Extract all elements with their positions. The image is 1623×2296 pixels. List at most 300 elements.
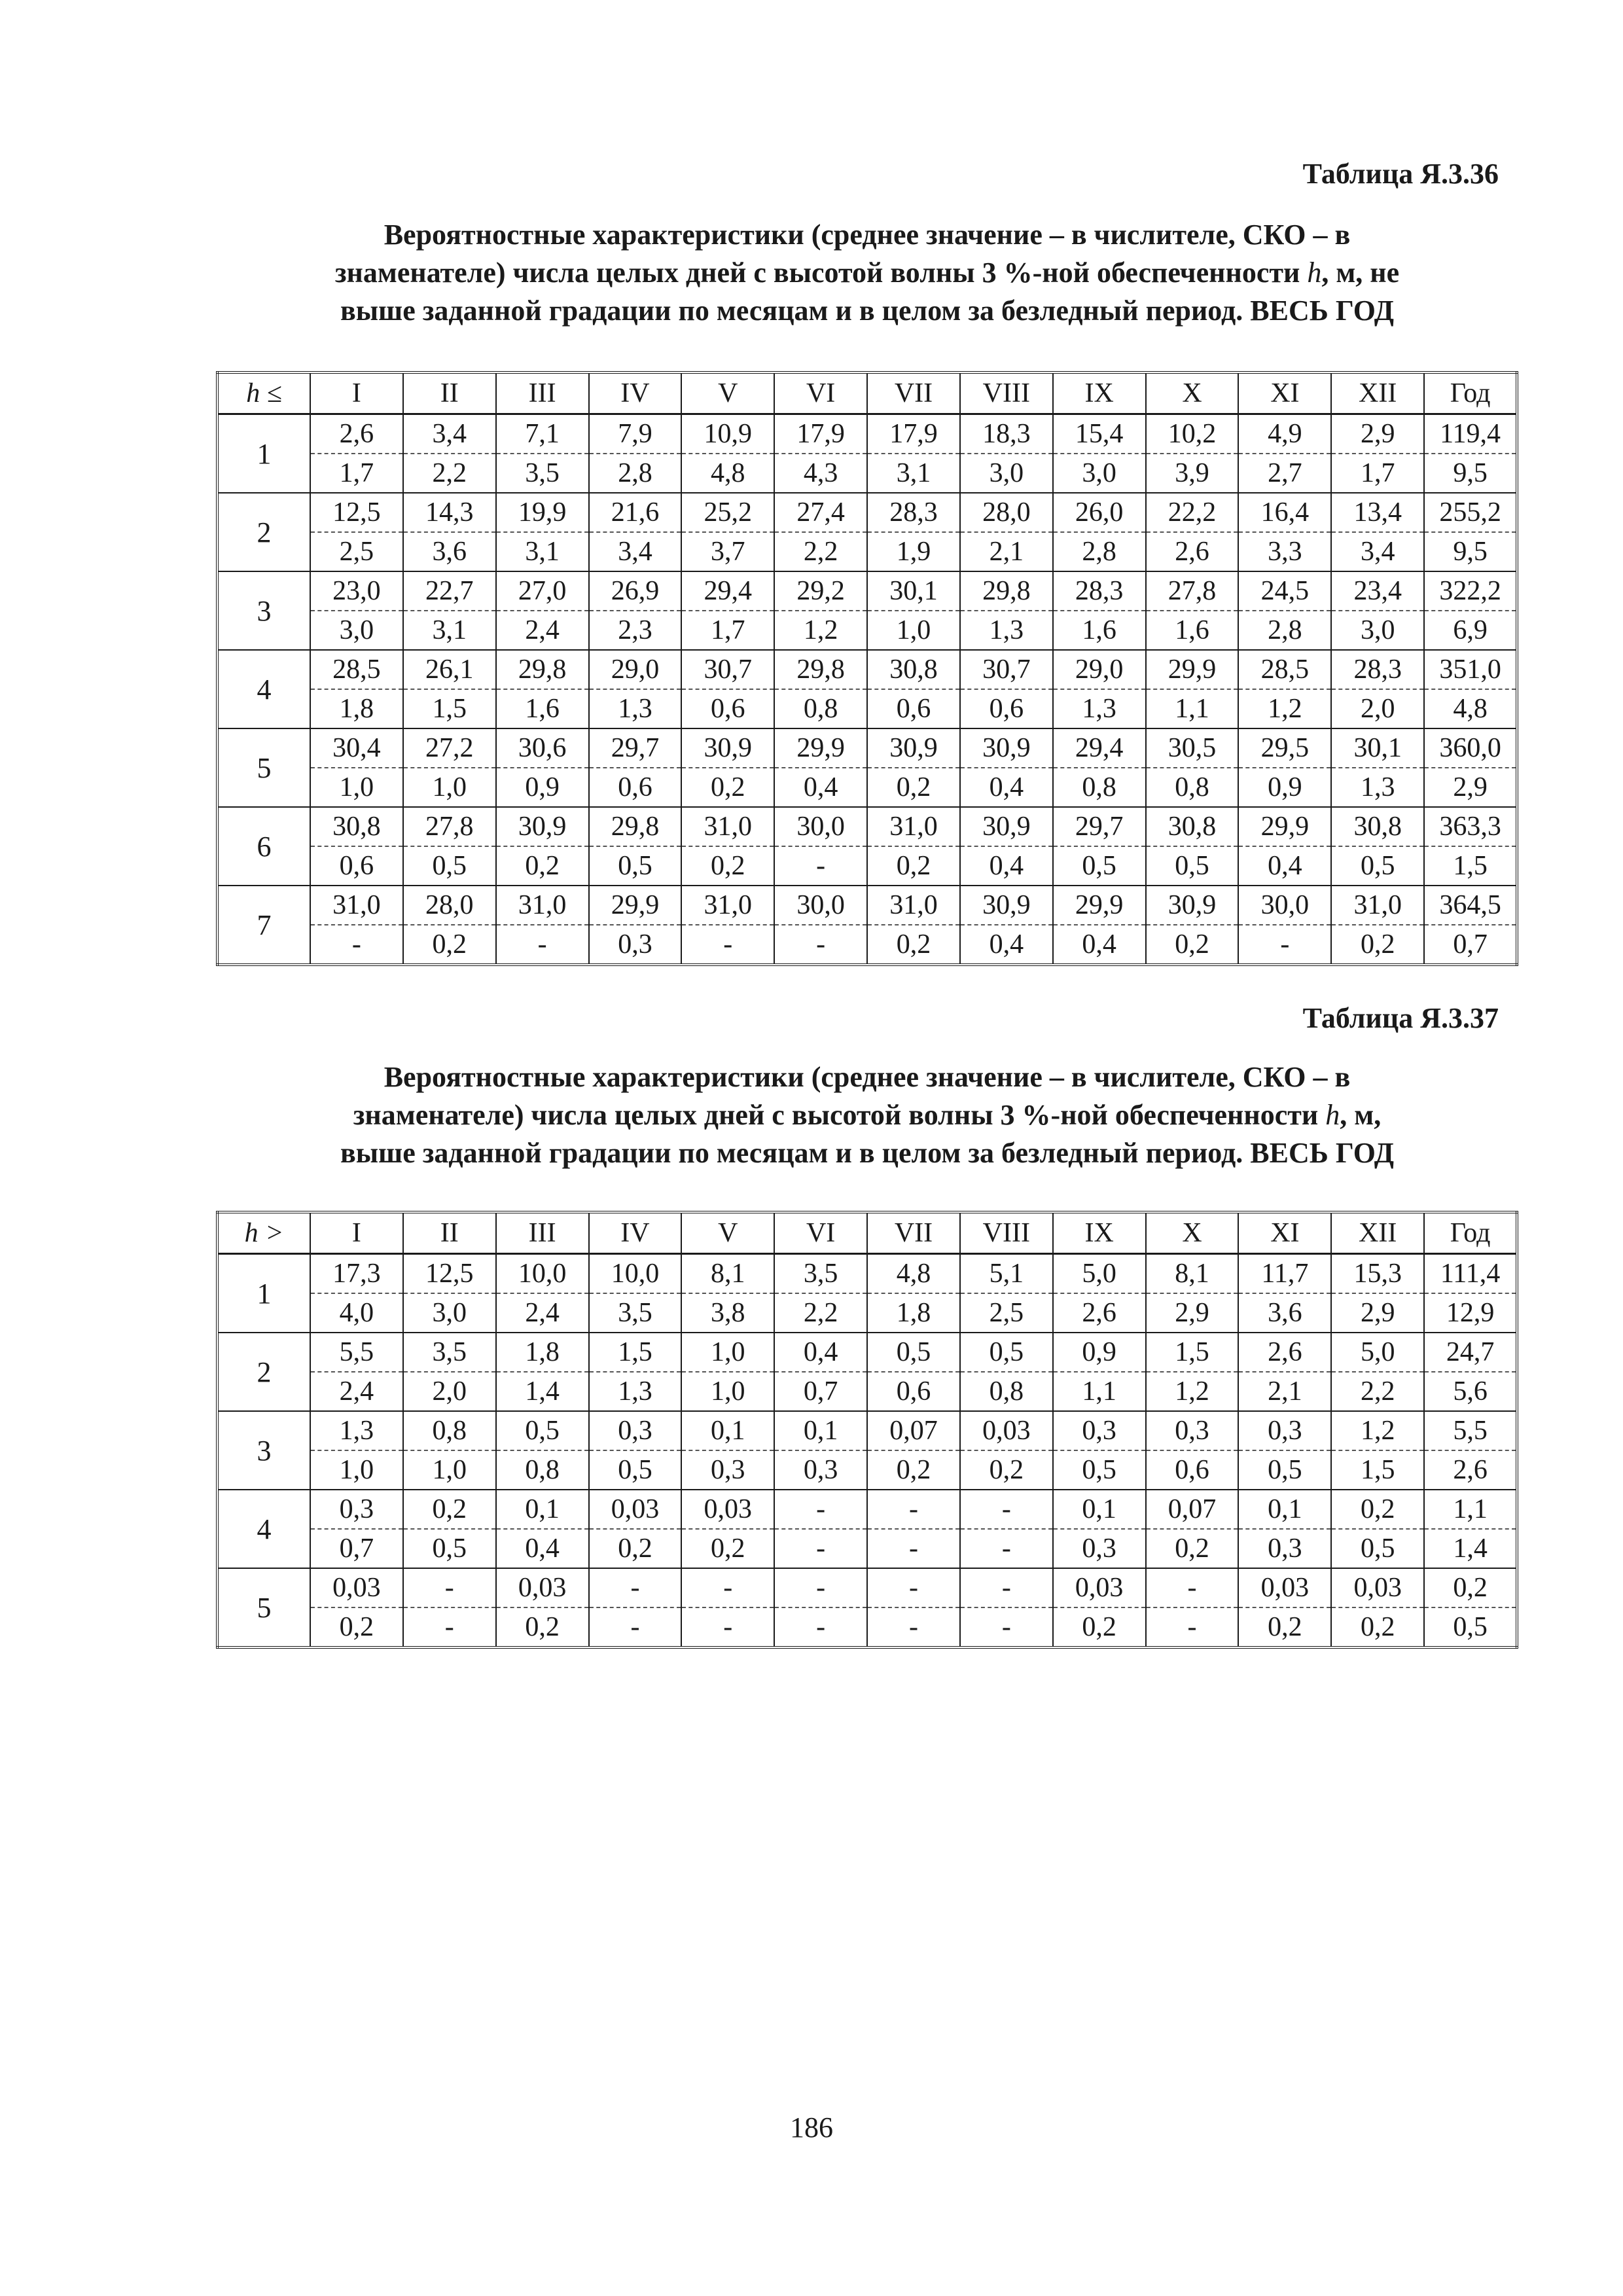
std-value-cell: 0,6 [1146,1450,1239,1490]
std-value-cell: 1,7 [681,611,774,650]
mean-value-cell: 29,5 [1238,728,1331,768]
std-value-cell: 1,0 [310,768,403,807]
mean-value-cell: 29,0 [1053,650,1146,689]
std-value-cell: 0,6 [867,1372,960,1411]
std-value-cell: 0,7 [1424,925,1517,965]
mean-value-cell: 10,0 [589,1254,682,1294]
mean-value-cell: 351,0 [1424,650,1517,689]
mean-value-cell: 30,9 [496,807,589,846]
column-header: XI [1238,1212,1331,1254]
std-value-cell: 1,8 [310,689,403,728]
std-value-cell: 2,8 [589,454,682,493]
std-value-cell: 3,1 [867,454,960,493]
mean-value-cell: 1,5 [589,1333,682,1372]
mean-value-cell: - [403,1568,496,1607]
std-value-cell: 0,2 [681,846,774,886]
std-value-cell: 0,2 [960,1450,1053,1490]
table-1 [216,371,1518,966]
std-value-cell: 0,2 [681,1529,774,1568]
mean-value-cell: - [867,1490,960,1529]
std-value-cell: 2,4 [496,1293,589,1333]
mean-value-cell: 30,0 [774,807,867,846]
std-value-cell: 0,6 [867,689,960,728]
mean-value-cell: - [774,1490,867,1529]
std-value-cell: 0,3 [1238,1529,1331,1568]
mean-value-cell: 1,0 [681,1333,774,1372]
column-header: I [310,372,403,414]
table-row-std [217,1372,1517,1411]
mean-value-cell: 31,0 [681,886,774,925]
caption-text: , м, [1340,1099,1382,1131]
mean-value-cell: 29,7 [589,728,682,768]
std-value-cell: 2,9 [1331,1293,1424,1333]
caption-text: знаменателе) числа целых дней с высотой волны 3 %-ной обеспеченности [353,1099,1319,1131]
mean-value-cell: 322,2 [1424,571,1517,611]
std-value-cell: 0,9 [1238,768,1331,807]
mean-value-cell: 0,07 [867,1411,960,1450]
table-header-row [217,1212,1517,1254]
mean-value-cell: - [1146,1568,1239,1607]
h-symbol: h [1307,257,1322,289]
mean-value-cell: 0,5 [867,1333,960,1372]
std-value-cell: 0,7 [310,1529,403,1568]
std-value-cell: - [681,1607,774,1647]
std-value-cell: 0,5 [1146,846,1239,886]
std-value-cell: 0,4 [1238,846,1331,886]
std-value-cell: 0,3 [1053,1529,1146,1568]
mean-value-cell: 0,3 [1238,1411,1331,1450]
mean-value-cell: 3,5 [403,1333,496,1372]
table-row-mean [217,886,1517,925]
mean-value-cell: 0,2 [403,1490,496,1529]
std-value-cell: 0,5 [1053,846,1146,886]
std-value-cell: 3,3 [1238,532,1331,571]
std-value-cell: 0,2 [496,846,589,886]
std-value-cell: 1,0 [403,1450,496,1490]
mean-value-cell: 30,5 [1146,728,1239,768]
std-value-cell: 3,5 [496,454,589,493]
gradation-cell: 1 [217,1254,310,1333]
column-header: X [1146,372,1239,414]
gradation-cell: 2 [217,1333,310,1411]
std-value-cell: 0,3 [589,925,682,965]
mean-value-cell: 29,9 [1053,886,1146,925]
header-h: h ≤ [217,372,310,414]
mean-value-cell: 0,3 [1053,1411,1146,1450]
std-value-cell: 2,0 [1331,689,1424,728]
table-row-mean [217,1490,1517,1529]
mean-value-cell: - [960,1568,1053,1607]
mean-value-cell: 30,8 [867,650,960,689]
table-row-std [217,925,1517,965]
column-header: Год [1424,372,1517,414]
column-header: V [681,372,774,414]
std-value-cell: 0,2 [867,925,960,965]
mean-value-cell: 28,5 [310,650,403,689]
std-value-cell: 2,7 [1238,454,1331,493]
mean-value-cell: 0,03 [681,1490,774,1529]
std-value-cell: 4,0 [310,1293,403,1333]
mean-value-cell: 27,8 [1146,571,1239,611]
mean-value-cell: 0,4 [774,1333,867,1372]
std-value-cell: 0,2 [496,1607,589,1647]
page-number: 186 [790,2111,833,2144]
std-value-cell: 9,5 [1424,532,1517,571]
table-row-std [217,1293,1517,1333]
table-row-mean [217,728,1517,768]
std-value-cell: - [589,1607,682,1647]
mean-value-cell: 1,8 [496,1333,589,1372]
std-value-cell: 0,8 [496,1450,589,1490]
mean-value-cell: 31,0 [310,886,403,925]
column-header: IV [589,372,682,414]
std-value-cell: 1,2 [1238,689,1331,728]
std-value-cell: 1,5 [403,689,496,728]
std-value-cell: 0,2 [867,846,960,886]
mean-value-cell: 0,1 [496,1490,589,1529]
mean-value-cell: 0,03 [496,1568,589,1607]
mean-value-cell: 30,8 [1146,807,1239,846]
mean-value-cell: 364,5 [1424,886,1517,925]
mean-value-cell: 27,2 [403,728,496,768]
mean-value-cell: 1,3 [310,1411,403,1450]
caption-text: знаменателе) числа целых дней с высотой волны 3 %-ной обеспеченности [334,257,1300,289]
table-row-mean [217,1333,1517,1372]
table-row-mean [217,1254,1517,1294]
mean-value-cell: 29,0 [589,650,682,689]
mean-value-cell: 31,0 [681,807,774,846]
mean-value-cell: 119,4 [1424,414,1517,454]
mean-value-cell: 11,7 [1238,1254,1331,1294]
mean-value-cell: 31,0 [1331,886,1424,925]
mean-value-cell: 17,9 [774,414,867,454]
table-row-std [217,532,1517,571]
mean-value-cell: 21,6 [589,493,682,532]
gradation-cell: 5 [217,728,310,807]
std-value-cell: - [867,1529,960,1568]
mean-value-cell: 0,03 [310,1568,403,1607]
std-value-cell: 0,2 [1053,1607,1146,1647]
mean-value-cell: 1,2 [1331,1411,1424,1450]
mean-value-cell: 10,0 [496,1254,589,1294]
std-value-cell: 0,5 [1331,846,1424,886]
std-value-cell: 0,2 [1146,925,1239,965]
mean-value-cell: 29,9 [774,728,867,768]
mean-value-cell: 28,0 [403,886,496,925]
std-value-cell: 2,2 [403,454,496,493]
column-header: VIII [960,1212,1053,1254]
std-value-cell: 1,6 [1053,611,1146,650]
mean-value-cell: 1,5 [1146,1333,1239,1372]
std-value-cell: 2,5 [960,1293,1053,1333]
std-value-cell: - [1238,925,1331,965]
std-value-cell: 2,4 [310,1372,403,1411]
std-value-cell: 1,7 [1331,454,1424,493]
mean-value-cell: 26,9 [589,571,682,611]
std-value-cell: 0,4 [774,768,867,807]
mean-value-cell: 30,8 [1331,807,1424,846]
mean-value-cell: 12,5 [310,493,403,532]
mean-value-cell: 7,1 [496,414,589,454]
std-value-cell: 3,0 [1331,611,1424,650]
std-value-cell: - [774,1607,867,1647]
std-value-cell: 2,6 [1053,1293,1146,1333]
std-value-cell: 0,2 [681,768,774,807]
std-value-cell: 0,6 [589,768,682,807]
mean-value-cell: 363,3 [1424,807,1517,846]
std-value-cell: 0,4 [960,768,1053,807]
std-value-cell: 1,0 [310,1450,403,1490]
std-value-cell: 0,4 [960,846,1053,886]
std-value-cell: 2,2 [774,532,867,571]
std-value-cell: 2,3 [589,611,682,650]
mean-value-cell: 23,0 [310,571,403,611]
mean-value-cell: 14,3 [403,493,496,532]
table-row-std [217,454,1517,493]
column-header: X [1146,1212,1239,1254]
std-value-cell: 0,7 [774,1372,867,1411]
mean-value-cell: 2,9 [1331,414,1424,454]
std-value-cell: 3,0 [403,1293,496,1333]
column-header: II [403,1212,496,1254]
mean-value-cell: 30,0 [1238,886,1331,925]
std-value-cell: 9,5 [1424,454,1517,493]
std-value-cell: 3,1 [403,611,496,650]
std-value-cell: 0,9 [496,768,589,807]
std-value-cell: 2,9 [1146,1293,1239,1333]
caption-line [216,1096,1518,1134]
column-header: II [403,372,496,414]
table-row-std [217,611,1517,650]
mean-value-cell: 30,9 [960,807,1053,846]
column-header: XI [1238,372,1331,414]
std-value-cell: 4,8 [681,454,774,493]
table-row-std [217,1607,1517,1647]
column-header: VIII [960,372,1053,414]
mean-value-cell: 30,9 [681,728,774,768]
mean-value-cell: 26,1 [403,650,496,689]
std-value-cell: 3,0 [310,611,403,650]
mean-value-cell: 28,3 [1331,650,1424,689]
mean-value-cell: 5,5 [1424,1411,1517,1450]
std-value-cell: 1,4 [1424,1529,1517,1568]
mean-value-cell: - [960,1490,1053,1529]
std-value-cell: 1,3 [1053,689,1146,728]
std-value-cell: 0,3 [681,1450,774,1490]
column-header: XII [1331,1212,1424,1254]
table-row-std [217,846,1517,886]
caption-line: выше заданной градации по месяцам и в целом за безледный период. ВЕСЬ ГОД [340,1137,1395,1169]
std-value-cell: - [867,1607,960,1647]
std-value-cell: 1,4 [496,1372,589,1411]
mean-value-cell: 4,8 [867,1254,960,1294]
table-row-std [217,1529,1517,1568]
std-value-cell: 3,6 [1238,1293,1331,1333]
table-2-caption [216,1058,1518,1172]
std-value-cell: 1,8 [867,1293,960,1333]
std-value-cell: 0,8 [960,1372,1053,1411]
std-value-cell: 1,7 [310,454,403,493]
mean-value-cell: 25,2 [681,493,774,532]
mean-value-cell: 29,2 [774,571,867,611]
std-value-cell: 0,5 [589,1450,682,1490]
mean-value-cell: 17,3 [310,1254,403,1294]
mean-value-cell: 3,4 [403,414,496,454]
std-value-cell: 1,9 [867,532,960,571]
mean-value-cell: 360,0 [1424,728,1517,768]
column-header: VI [774,1212,867,1254]
std-value-cell: 1,5 [1424,846,1517,886]
mean-value-cell: 29,8 [496,650,589,689]
std-value-cell: 0,2 [589,1529,682,1568]
mean-value-cell: 30,9 [1146,886,1239,925]
mean-value-cell: 0,1 [1238,1490,1331,1529]
std-value-cell: 0,5 [403,846,496,886]
mean-value-cell: 0,3 [589,1411,682,1450]
caption-text: , м, не [1321,257,1400,289]
std-value-cell: 2,2 [1331,1372,1424,1411]
mean-value-cell: 0,07 [1146,1490,1239,1529]
gradation-cell: 4 [217,1490,310,1568]
mean-value-cell: 30,9 [960,886,1053,925]
mean-value-cell: 23,4 [1331,571,1424,611]
std-value-cell: 1,3 [1331,768,1424,807]
std-value-cell: 3,4 [1331,532,1424,571]
std-value-cell: - [681,925,774,965]
std-value-cell: 0,5 [589,846,682,886]
table-2 [216,1211,1518,1649]
mean-value-cell: 16,4 [1238,493,1331,532]
mean-value-cell: 30,7 [681,650,774,689]
mean-value-cell: 0,03 [589,1490,682,1529]
mean-value-cell: 5,0 [1331,1333,1424,1372]
mean-value-cell: 0,3 [1146,1411,1239,1450]
std-value-cell: - [960,1529,1053,1568]
mean-value-cell: 0,03 [960,1411,1053,1450]
std-value-cell: 0,2 [1331,925,1424,965]
mean-value-cell: 0,03 [1331,1568,1424,1607]
mean-value-cell: - [589,1568,682,1607]
mean-value-cell: 30,1 [1331,728,1424,768]
std-value-cell: 2,1 [1238,1372,1331,1411]
column-header: VI [774,372,867,414]
mean-value-cell: 29,9 [589,886,682,925]
std-value-cell: 6,9 [1424,611,1517,650]
mean-value-cell: 0,03 [1053,1568,1146,1607]
std-value-cell: 0,6 [681,689,774,728]
std-value-cell: 2,6 [1424,1450,1517,1490]
column-header: XII [1331,372,1424,414]
std-value-cell: 0,8 [1053,768,1146,807]
gradation-cell: 2 [217,493,310,571]
mean-value-cell: 0,9 [1053,1333,1146,1372]
std-value-cell: 0,5 [1238,1450,1331,1490]
table-1-label: Таблица Я.3.36 [1302,158,1499,190]
mean-value-cell: 30,9 [867,728,960,768]
header-h: h > [217,1212,310,1254]
std-value-cell: 2,0 [403,1372,496,1411]
mean-value-cell: 30,9 [960,728,1053,768]
std-value-cell: 3,8 [681,1293,774,1333]
mean-value-cell: 29,7 [1053,807,1146,846]
std-value-cell: 1,6 [1146,611,1239,650]
std-value-cell: 3,4 [589,532,682,571]
mean-value-cell: 0,3 [310,1490,403,1529]
column-header: IV [589,1212,682,1254]
mean-value-cell: 31,0 [867,807,960,846]
mean-value-cell: 8,1 [681,1254,774,1294]
std-value-cell: 2,2 [774,1293,867,1333]
caption-line: Вероятностные характеристики (среднее значение – в числителе, СКО – в [383,219,1351,251]
std-value-cell: 2,6 [1146,532,1239,571]
gradation-cell: 3 [217,1411,310,1490]
mean-value-cell: 12,5 [403,1254,496,1294]
std-value-cell: 2,1 [960,532,1053,571]
mean-value-cell: 10,9 [681,414,774,454]
mean-value-cell: 27,0 [496,571,589,611]
std-value-cell: 0,5 [1331,1529,1424,1568]
mean-value-cell: 255,2 [1424,493,1517,532]
std-value-cell: - [403,1607,496,1647]
std-value-cell: - [960,1607,1053,1647]
mean-value-cell: 0,8 [403,1411,496,1450]
mean-value-cell: - [867,1568,960,1607]
caption-line [216,254,1518,292]
mean-value-cell: 30,0 [774,886,867,925]
table-row-std [217,689,1517,728]
mean-value-cell: 2,6 [1238,1333,1331,1372]
mean-value-cell: 22,7 [403,571,496,611]
mean-value-cell: 0,1 [681,1411,774,1450]
mean-value-cell: 7,9 [589,414,682,454]
std-value-cell: 0,4 [496,1529,589,1568]
table-row-mean [217,1411,1517,1450]
column-header: Год [1424,1212,1517,1254]
mean-value-cell: - [681,1568,774,1607]
mean-value-cell: 29,9 [1238,807,1331,846]
std-value-cell: 1,0 [403,768,496,807]
std-value-cell: - [774,1529,867,1568]
mean-value-cell: 5,5 [310,1333,403,1372]
caption-line: выше заданной градации по месяцам и в целом за безледный период. ВЕСЬ ГОД [340,295,1395,327]
mean-value-cell: 0,5 [960,1333,1053,1372]
mean-value-cell: 28,0 [960,493,1053,532]
std-value-cell: 1,3 [960,611,1053,650]
mean-value-cell: 29,4 [681,571,774,611]
table-row-mean [217,493,1517,532]
gradation-cell: 4 [217,650,310,728]
column-header: I [310,1212,403,1254]
mean-value-cell: 29,8 [589,807,682,846]
std-value-cell: - [1146,1607,1239,1647]
mean-value-cell: 29,4 [1053,728,1146,768]
mean-value-cell: 30,6 [496,728,589,768]
std-value-cell: 1,1 [1053,1372,1146,1411]
mean-value-cell: 0,2 [1424,1568,1517,1607]
table-row-mean [217,1568,1517,1607]
std-value-cell: 12,9 [1424,1293,1517,1333]
mean-value-cell: 0,1 [1053,1490,1146,1529]
std-value-cell: 0,3 [774,1450,867,1490]
std-value-cell: 5,6 [1424,1372,1517,1411]
mean-value-cell: 0,2 [1331,1490,1424,1529]
mean-value-cell: 30,7 [960,650,1053,689]
table-row-std [217,768,1517,807]
std-value-cell: 3,6 [403,532,496,571]
table-row-std [217,1450,1517,1490]
mean-value-cell: 27,4 [774,493,867,532]
mean-value-cell: 26,0 [1053,493,1146,532]
